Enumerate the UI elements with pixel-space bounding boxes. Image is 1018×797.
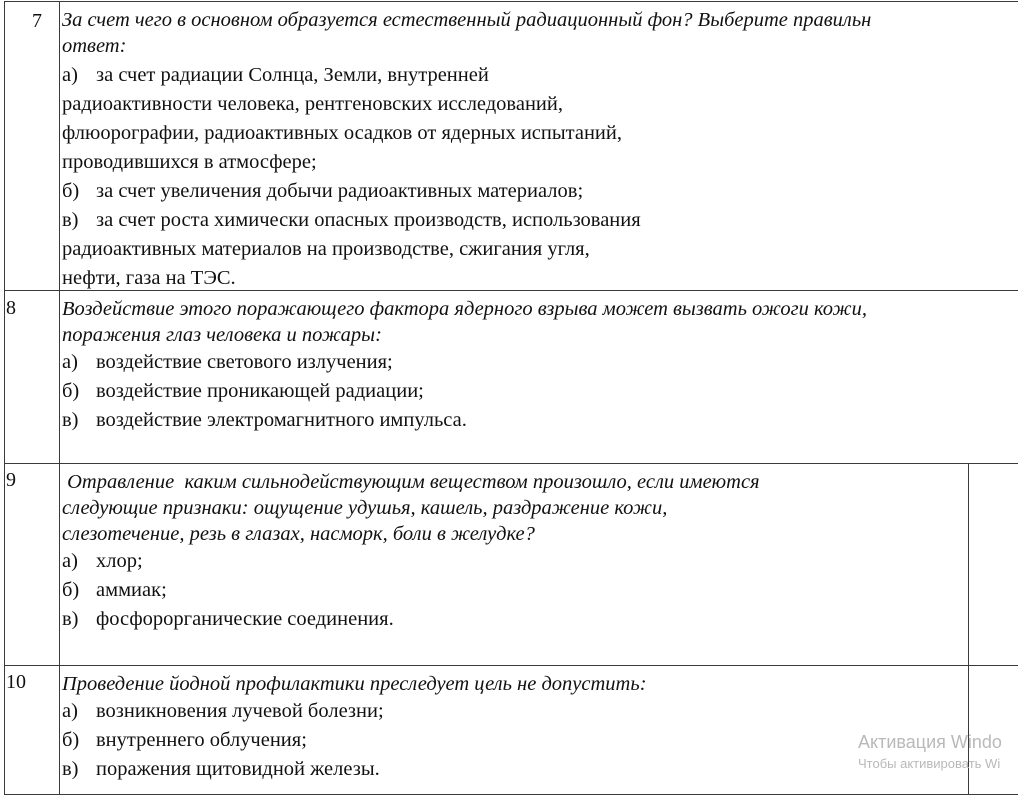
question-prompt: Воздействие этого поражающего фактора ядерного взрыва может вызвать ожоги кожи, поражения глаз человека и пожары:	[62, 298, 867, 346]
answer-option-a: а) воздействие светового излучения;	[62, 351, 393, 373]
table-border-left	[4, 1, 5, 795]
question-7	[62, 7, 1008, 293]
question-prompt: За счет чего в основном образуется естественный радиационный фон? Выберите правильн ответ:	[62, 9, 872, 57]
answer-option-b: б) за счет увеличения добычи радиоактивных материалов;	[62, 180, 584, 202]
column-divider	[59, 1, 60, 795]
answer-option-c: в) фосфорорганические соединения.	[62, 608, 394, 630]
question-prompt: Отравление каким сильнодействующим веществом произошло, если имеются следующие признаки: ощущение удушья, кашель, раздражение кожи, слезотечение, резь в глазах, насморк, боли в желудке?	[62, 471, 760, 545]
question-prompt: Проведение йодной профилактики преследует цель не допустить:	[62, 673, 647, 695]
answer-options	[62, 348, 1008, 435]
question-8	[62, 296, 1008, 435]
answer-options	[62, 697, 962, 784]
answer-option-b: б) воздействие проникающей радиации;	[62, 380, 424, 402]
question-number: 9	[6, 469, 16, 491]
question-9	[62, 469, 962, 634]
row-divider	[4, 665, 1018, 666]
answer-option-c: в) воздействие электромагнитного импульса.	[62, 409, 467, 431]
answer-option-b: б) внутреннего облучения;	[62, 729, 307, 751]
table-border-top	[4, 1, 1018, 2]
answer-options	[62, 547, 962, 634]
watermark-title: Активация Windo	[858, 732, 1002, 752]
table-border-bottom	[4, 794, 1018, 795]
question-10	[62, 671, 962, 784]
windows-activation-watermark	[858, 731, 1018, 775]
question-number: 7	[32, 10, 42, 32]
row-divider	[4, 463, 1018, 464]
answer-options: а) за счет радиации Солнца, Земли, внутренней радиоактивности человека, рентгеновских исследований, флюорографии, радиоактивных осадков от ядерных испытаний, проводившихся в атмосфере; б) за счет увеличения добычи радиоактивных материалов; в) за счет роста химически опасных производств, использования радиоактивных материалов на производстве, сжигания угля, нефти, газа на ТЭС.	[62, 61, 1008, 293]
answer-option-a: а) хлор;	[62, 550, 143, 572]
answer-option-a: а) за счет радиации Солнца, Земли, внутренней	[62, 64, 489, 86]
answer-option-c: в) поражения щитовидной железы.	[62, 758, 380, 780]
question-number: 8	[6, 297, 16, 319]
answer-option-a: а) возникновения лучевой болезни;	[62, 700, 384, 722]
answer-option-c: в) за счет роста химически опасных производств, использования	[62, 209, 641, 231]
question-number: 10	[6, 671, 26, 693]
answer-option-b: б) аммиак;	[62, 579, 167, 601]
watermark-subtitle: Чтобы активировать Wi	[858, 756, 1001, 771]
